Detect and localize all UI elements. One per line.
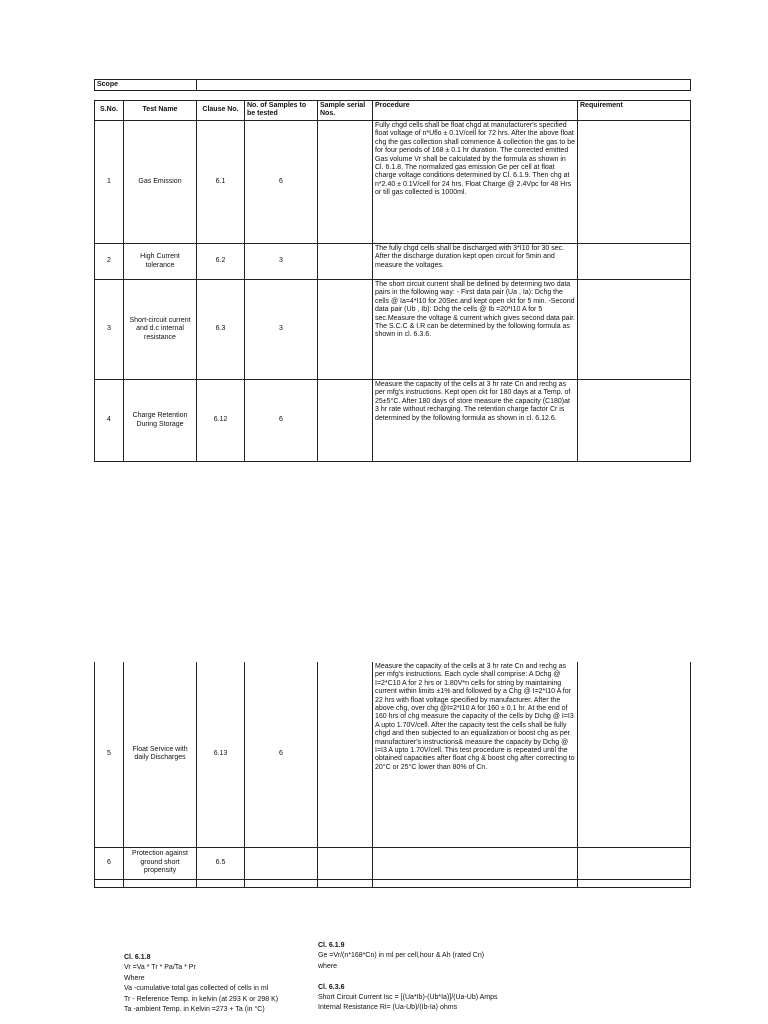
row-test-name: Gas Emission [124, 121, 197, 244]
row-procedure: Measure the capacity of the cells at 3 hr rate Cn and rechg as per mfg's instructions. Kept open ckt for 180 days at a Temp. of 25±5°C. After 180 days of store measure the capacity (C180)at 3 hr rate without recharging. The retention charge factor Cr is determined by the following formula as shown in cl. 6.12.6. [373, 380, 578, 462]
table-row [95, 847, 691, 879]
row-test-name: Float Service with daily Discharges [124, 662, 197, 847]
formula-line: Tr - Reference Temp. in kelvin (at 293 K or 298 K) [124, 995, 279, 1003]
row-procedure: The short circuit current shall be defined by determing two data pairs in the following way: - First data pair (Ua , Ia): Dchg the cells @ Ia=4*I10 for 20Sec.and kept open ckt for 5 min. -Second data pair (Ub , Ib): Dchg the cells @ Ib =20*I10 A for 5 sec.Measure the voltage & current which gives second data pair. The S.C.C & I.R can be determined by the following formula as shown in cl. 6.3.6. [373, 280, 578, 380]
row-samples [245, 847, 318, 879]
empty-cell [373, 879, 578, 887]
formula-heading: Cl. 6.3.6 [318, 983, 345, 991]
formula-line: where [318, 962, 338, 970]
row-clause: 6.12 [197, 380, 245, 462]
table-row [95, 380, 691, 462]
table-row [95, 244, 691, 280]
row-procedure: The fully chgd cells shall be discharged with 3*I10 for 30 sec. After the discharge duration kept open circuit for 5min and measure the voltages. [373, 244, 578, 280]
row-clause: 6.3 [197, 280, 245, 380]
formula-heading: Cl. 6.1.8 [124, 954, 151, 961]
row-sno: 3 [95, 280, 124, 380]
formula-line: Internal Resistance Ri= (Ua-Ub)/(Ib-Ia) ohms [318, 1004, 458, 1012]
row-test-name: Charge Retention During Storage [124, 380, 197, 462]
row-requirement [578, 380, 691, 462]
empty-cell [197, 879, 245, 887]
table-row [95, 121, 691, 244]
row-sno: 2 [95, 244, 124, 280]
row-requirement [578, 847, 691, 879]
formula-line: Ta -ambient Temp. in Kelvin =273 + Ta (in °C) [124, 1006, 265, 1014]
header-requirement: Requirement [578, 101, 691, 121]
row-test-name: High Current tolerance [124, 244, 197, 280]
header-row [95, 101, 691, 121]
row-test-name: Protection against ground short propensity [124, 847, 197, 879]
row-samples: 3 [245, 244, 318, 280]
row-samples: 6 [245, 121, 318, 244]
formula-line: Ge =Vr/(n*168*Cn) in ml per cell,hour & Ah (rated Cn) [318, 952, 485, 960]
row-requirement [578, 280, 691, 380]
row-sno: 5 [95, 662, 124, 847]
header-serial: Sample serial Nos. [318, 101, 373, 121]
header-procedure: Procedure [373, 101, 578, 121]
formula-line: Vr =Va * Tr * Pa/Ta * Pr [124, 964, 196, 972]
row-clause: 6.1 [197, 121, 245, 244]
formula-heading: Cl. 6.1.9 [318, 942, 345, 949]
row-clause: 6.5 [197, 847, 245, 879]
formula-line: Va -cumulative total gas collected of cells in ml [124, 985, 269, 993]
row-serial [318, 847, 373, 879]
empty-cell [245, 879, 318, 887]
row-test-name: Short-circuit current and d.c internal resistance [124, 280, 197, 380]
row-sno: 6 [95, 847, 124, 879]
header-samples: No. of Samples to be tested [245, 101, 318, 121]
formula-line: Short Circuit Current Isc = [(Ua*Ib)-(Ub*Ia)]/(Ua-Ub) Amps [318, 994, 498, 1002]
empty-cell [95, 879, 124, 887]
table-row [95, 280, 691, 380]
formulas-right [318, 941, 498, 1014]
row-samples: 3 [245, 280, 318, 380]
row-requirement [578, 662, 691, 847]
header-clause: Clause No. [197, 101, 245, 121]
row-procedure: Fully chgd cells shall be float chgd at manufacturer's specified float voltage of n*Uflo ± 0.1V/cell for 72 hrs. After the above float chg the gas collection shall commence & collection the gas to be for four periods of 168 ± 0.1 hr duration. The corrected emitted Gas volume Vr shall be calculated by the formula as shown in Cl. 6.1.8. The normalized gas emission Ge per cell at float charge voltage conditions determined by Cl. 6.1.9. Then chg at n*2.40 ± 0.1V/cell for 24 hrs. Float Charge @ 2.4Vpc for 48 Hrs or till gas collected is 1000ml. [373, 121, 578, 244]
row-clause: 6.13 [197, 662, 245, 847]
test-table [94, 100, 691, 462]
scope-table [94, 79, 691, 91]
table-row [95, 662, 691, 847]
row-serial [318, 280, 373, 380]
formulas-left [124, 953, 278, 1015]
formula-line [318, 972, 498, 982]
row-clause: 6.2 [197, 244, 245, 280]
table-row-empty [95, 879, 691, 887]
empty-cell [318, 879, 373, 887]
header-sno: S.No. [95, 101, 124, 121]
row-samples: 6 [245, 662, 318, 847]
row-sno: 1 [95, 121, 124, 244]
empty-cell [578, 879, 691, 887]
row-serial [318, 121, 373, 244]
empty-cell [124, 879, 197, 887]
row-requirement [578, 244, 691, 280]
scope-value [197, 80, 691, 91]
header-test-name: Test Name [124, 101, 197, 121]
scope-label: Scope [95, 80, 197, 91]
row-serial [318, 380, 373, 462]
row-procedure [373, 847, 578, 879]
row-procedure: Measure the capacity of the cells at 3 hr rate Cn and rechg as per mfg's instructions. Each cycle shall comprise: A Dchg @ I=2*C10 A for 2 hrs or 1.80V*n cells for string by maintaining current within limits ±1% and followed by a Chg @ I=2*I10 A for 22 hrs with float voltage specified by manufacturer. After the above chg, over chg @I=2*I10 A for 160 ± 0.1 hr. At the end of 160 hrs of chg measure the capacity of the cells by Dchg @ I=I3 A upto 1.70V/cell. After the capacity test the cells shall be fully chgd and then subjected to an equalization or boost chg as per manufacturer's instructions& measure the capacity by Dchg @ I=I3 A upto 1.70V/cell. This test procedure is repeated until the obtained capacities after float chg & boost chg after correcting to 20°C or 25°C lower than 80% of Cn. [373, 662, 578, 847]
row-requirement [578, 121, 691, 244]
row-samples: 6 [245, 380, 318, 462]
test-table-continued [94, 662, 691, 888]
row-serial [318, 244, 373, 280]
row-serial [318, 662, 373, 847]
formula-line: Where [124, 974, 145, 982]
row-sno: 4 [95, 380, 124, 462]
